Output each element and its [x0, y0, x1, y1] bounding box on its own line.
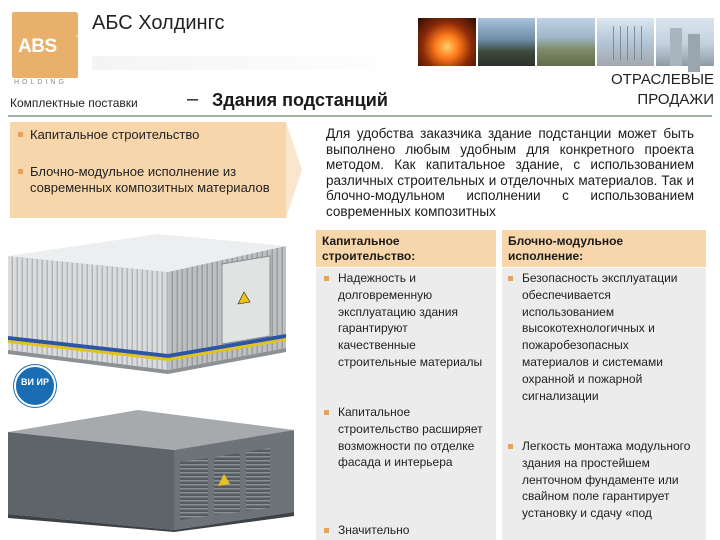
- capital-column: [316, 268, 496, 540]
- sales-line-1: ОТРАСЛЕВЫЕ: [611, 71, 714, 88]
- sales-heading: [611, 70, 714, 110]
- certification-seal-icon: ВИ ИР: [14, 365, 56, 407]
- capital-building-image: [8, 404, 296, 532]
- modular-column: [502, 268, 706, 540]
- sales-line-2: ПРОДАЖИ: [637, 91, 714, 108]
- intro-paragraph: Для удобства заказчика здание подстанции может быть выполнено любым удобным для конкретного проекта методом. Как капитальное здание, с использованием различных строительных и отделочных материалов. Так и блочно-модульном исполнении с использованием современных композитных: [326, 126, 694, 219]
- modular-column-header: Блочно-модульное исполнение:: [502, 230, 706, 267]
- list-item: [18, 127, 280, 143]
- list-item: [18, 164, 280, 196]
- list-item-text: Безопасность эксплуатации обеспечивается использованием высокотехнологичных и пожаробезопасных материалов и системами охранной и пожарной сигнализации: [522, 271, 678, 403]
- page-title: Здания подстанций: [212, 90, 388, 110]
- list-item-text: Капитальное строительство: [30, 127, 200, 142]
- railway-photo: [478, 18, 536, 66]
- bullet-icon: [508, 276, 513, 281]
- bullet-icon: [324, 410, 329, 415]
- logo-text: ABS: [18, 36, 57, 57]
- industry-photo-strip: [418, 18, 714, 66]
- bullet-icon: [18, 132, 23, 137]
- bullet-icon: [324, 528, 329, 533]
- bullet-icon: [508, 444, 513, 449]
- modular-building-image: [8, 228, 288, 378]
- list-item-text: Капитальное строительство расширяет возможности по отделке фасада и интерьера: [338, 405, 483, 470]
- list-item: [508, 270, 698, 404]
- bullet-icon: [18, 169, 23, 174]
- title-divider: [8, 115, 712, 117]
- list-item: [508, 438, 698, 522]
- bullet-icon: [324, 276, 329, 281]
- list-item: [324, 270, 486, 371]
- list-item-text: Надежность и долговременную эксплуатацию здания гарантируют качественные строительные материалы: [338, 271, 483, 369]
- panel-arrow-icon: [286, 122, 302, 218]
- power-lines-photo: [597, 18, 655, 66]
- company-name: АБС Холдингс: [92, 12, 225, 34]
- metallurgy-photo: [418, 18, 476, 66]
- header-band: [92, 56, 422, 70]
- company-logo: [12, 12, 78, 78]
- capital-column-header: Капитальное строительство:: [316, 230, 496, 267]
- list-item-text: Значительно: [338, 523, 410, 537]
- logo-subtitle: HOLDING: [14, 79, 67, 86]
- title-dash: –: [187, 88, 199, 110]
- list-item-text: Легкость монтажа модульного здания на простейшем ленточном фундаменте или свайном поле гарантирует установку и сдачу «под: [522, 439, 691, 521]
- left-summary-panel: [10, 122, 286, 218]
- industrial-area-photo: [537, 18, 595, 66]
- list-item: [324, 522, 486, 539]
- list-item: [324, 404, 486, 471]
- list-item-text: Блочно-модульное исполнение из современных композитных материалов: [30, 164, 270, 195]
- breadcrumb: Комплектные поставки: [10, 96, 138, 110]
- power-plant-photo: [656, 18, 714, 66]
